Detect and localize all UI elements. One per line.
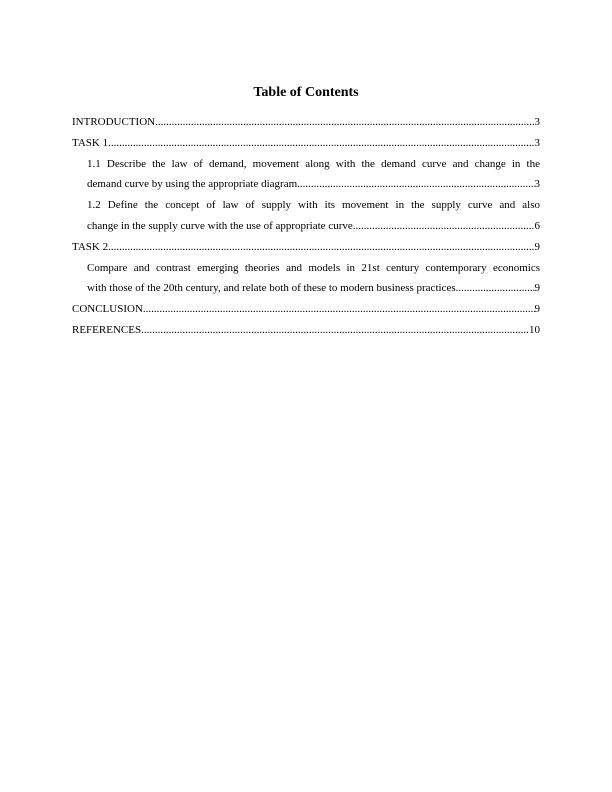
toc-entry-conclusion[interactable] [72,299,540,320]
toc-page-number: 3 [534,116,540,128]
toc-entry-task-2[interactable] [72,237,540,258]
dot-leader [141,320,529,341]
toc-page-number: 9 [534,303,540,316]
toc-entry-label: INTRODUCTION [72,116,156,128]
dot-leader [143,299,535,320]
toc-entry-label-line-1: 1.1 Describe the law of demand, movement along with the demand curve and change in the [87,157,540,170]
toc-entry-label-line-2: demand curve by using the appropriate diagram [87,178,298,191]
dot-leader [353,216,535,237]
toc-entry-label-line-1: 1.2 Define the concept of law of supply with its movement in the supply curve and also [87,199,540,212]
dot-leader [155,112,534,133]
toc-entry-label-line-1: Compare and contrast emerging theories and models in 21st century contemporary economics [87,261,540,274]
toc-page-number: 6 [534,219,540,232]
toc-entry-1-2[interactable] [72,195,540,237]
toc-entry-label-line-2: with those of the 20th century, and relate both of these to modern business practices [87,282,456,295]
toc-page-number: 3 [534,136,540,149]
toc-entry-label: TASK 2 [72,240,109,253]
toc-page-number: 9 [534,282,540,295]
dot-leader [456,278,535,299]
dot-leader [108,133,534,154]
toc-entry-task-1[interactable] [72,133,540,154]
toc-entry-label: TASK 1 [72,136,109,149]
dot-leader [108,237,534,258]
toc-entry-label: CONCLUSION [72,303,143,316]
toc-title: Table of Contents [253,85,359,100]
toc-entry-references[interactable] [72,320,540,341]
toc-entry-1-1[interactable] [72,154,540,196]
toc-entry-compare-contrast[interactable] [72,258,540,300]
toc-page-number: 3 [534,178,540,191]
dot-leader [297,174,534,195]
toc-entry-introduction[interactable] [72,112,540,133]
toc-entry-label: REFERENCES [72,323,142,336]
toc-page-number: 9 [534,240,540,253]
toc-page-number: 10 [529,323,540,336]
toc-entry-label-line-2: change in the supply curve with the use of appropriate curve [87,219,353,232]
toc-entries [72,112,540,341]
